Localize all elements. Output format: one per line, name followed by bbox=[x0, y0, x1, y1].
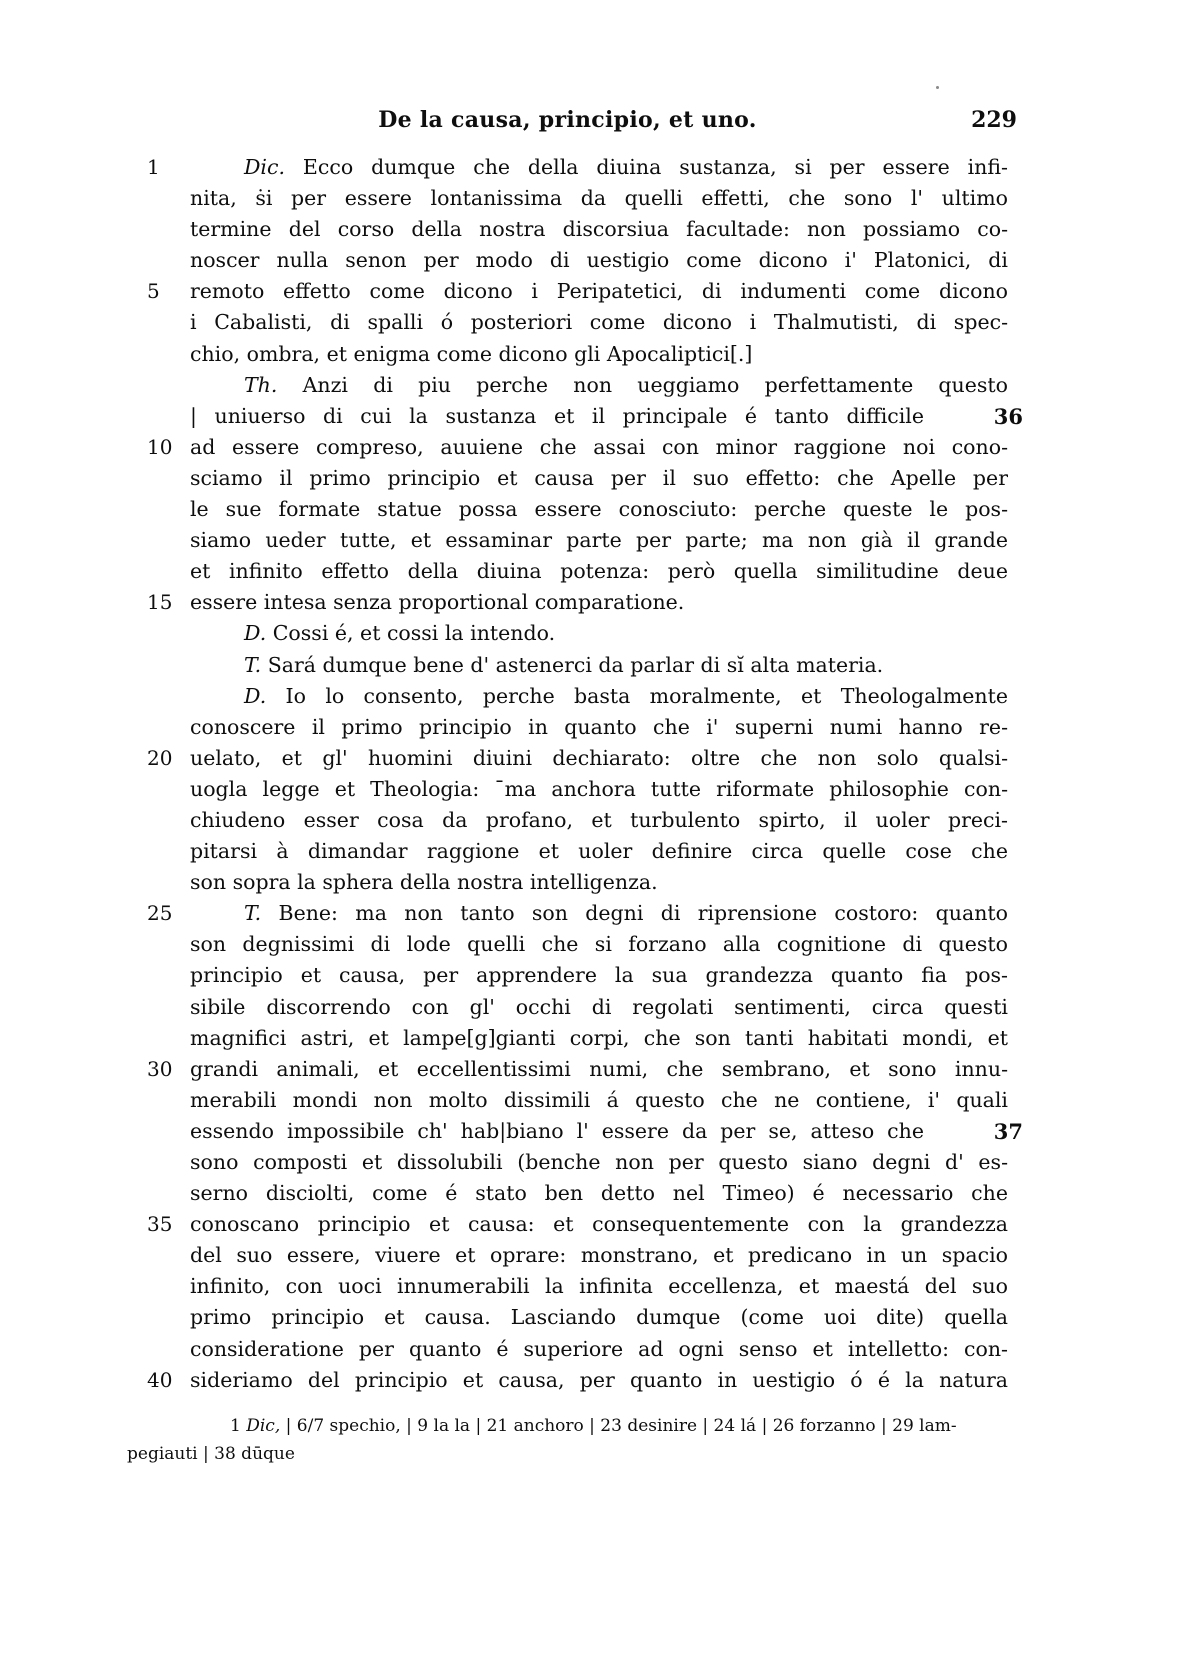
line-text bbox=[190, 1023, 1008, 1054]
page-number: 229 bbox=[971, 107, 1017, 133]
text-line bbox=[127, 339, 1008, 370]
text-line bbox=[127, 867, 1008, 898]
line-text-content: conoscere il primo principio in quanto che i' superni numi hanno re- bbox=[190, 714, 1008, 739]
line-text-content: infinito, con uoci innumerabili la infinita eccellenza, et maestá del suo bbox=[190, 1274, 1008, 1299]
footnote-line-1 bbox=[127, 1412, 1023, 1440]
speaker-label: Dic. bbox=[244, 155, 285, 179]
line-text bbox=[190, 1116, 924, 1147]
text-line bbox=[127, 463, 1008, 494]
text-line bbox=[127, 1147, 1008, 1178]
line-text-content: remoto effetto come dicono i Peripatetici, di indumenti come dicono bbox=[190, 279, 1008, 304]
line-text-content: sono composti et dissolubili (benche non per questo siano degni d' es- bbox=[190, 1150, 1008, 1174]
footnote-apparatus bbox=[127, 1412, 1023, 1468]
speaker-label: T. bbox=[244, 901, 262, 926]
text-line bbox=[127, 1365, 1008, 1396]
line-text-content: sideriamo del principio et causa, per quanto in uestigio ó é la natura bbox=[190, 1367, 1008, 1392]
line-text-content: et infinito effetto della diuina potenza: però quella similitudine deue bbox=[190, 559, 1008, 584]
text-line bbox=[127, 1209, 1008, 1240]
margin-section-number: 36 bbox=[993, 403, 1023, 429]
text-line bbox=[127, 494, 1008, 525]
text-line bbox=[127, 1054, 1008, 1085]
text-line bbox=[127, 618, 1008, 649]
text-line bbox=[127, 681, 1008, 712]
line-text bbox=[190, 214, 1008, 245]
footnote-number: 1 bbox=[230, 1416, 241, 1436]
line-number-label: 1 bbox=[147, 155, 160, 179]
line-text bbox=[190, 650, 1008, 681]
line-text-content: principio et causa, per apprendere la sua grandezza quanto fia pos- bbox=[190, 963, 1008, 988]
line-text bbox=[190, 1085, 1008, 1116]
line-text bbox=[190, 836, 1008, 867]
line-text-content: son sopra la sphera della nostra intelligenza. bbox=[190, 870, 658, 895]
line-text bbox=[190, 774, 1008, 805]
line-text-content: Bene: ma non tanto son degni di riprensione costoro: quanto bbox=[261, 901, 1008, 926]
text-line bbox=[127, 183, 1008, 214]
line-text bbox=[190, 1054, 1008, 1085]
line-text-content: termine del corso della nostra discorsiua facultade: non possiamo co- bbox=[190, 217, 1008, 242]
line-text-content: i Cabalisti, di spalli ó posteriori come dicono i Thalmutisti, di spec- bbox=[190, 310, 1008, 335]
line-text-content: nita, ṡi per essere lontanissima da quelli effetti, che sono l' ultimo bbox=[190, 186, 1008, 211]
text-line bbox=[127, 805, 1008, 836]
text-line bbox=[127, 992, 1008, 1023]
text-line bbox=[127, 1178, 1008, 1209]
line-text-content: pitarsi à dimandar raggione et uoler definire circa quelle cose che bbox=[190, 839, 1008, 864]
line-text bbox=[190, 152, 1008, 183]
line-text bbox=[190, 867, 1008, 898]
text-line bbox=[127, 1023, 1008, 1054]
line-text-content: del suo essere, viuere et oprare: monstrano, et predicano in un spacio bbox=[190, 1243, 1008, 1268]
text-line bbox=[127, 650, 1008, 681]
text-line bbox=[127, 1271, 1008, 1302]
text-line bbox=[127, 525, 1008, 556]
line-text-content: grandi animali, et eccellentissimi numi, che sembrano, et sono innu- bbox=[190, 1056, 1008, 1081]
margin-section-number: 37 bbox=[993, 1118, 1023, 1144]
text-line bbox=[127, 712, 1008, 743]
line-number-label: 15 bbox=[147, 590, 173, 615]
line-text bbox=[190, 276, 1008, 307]
text-body bbox=[127, 152, 1023, 1396]
line-text-content: primo principio et causa. Lasciando dumque (come uoi dite) quella bbox=[190, 1305, 1008, 1330]
speaker-label: Th. bbox=[244, 372, 278, 397]
line-text bbox=[190, 929, 1008, 960]
line-number-label: 40 bbox=[147, 1367, 173, 1392]
text-line bbox=[127, 898, 1008, 929]
line-text bbox=[190, 1178, 1008, 1209]
line-number-label: 35 bbox=[147, 1212, 173, 1237]
line-text-content: chio, ombra, et enigma come dicono gli Apocaliptici[.] bbox=[190, 341, 753, 366]
text-line bbox=[127, 1302, 1008, 1333]
line-text bbox=[190, 743, 1008, 774]
footnote-text: | 6/7 spechio, | 9 la la | 21 anchoro | 23 desinire | 24 lá | 26 forzanno | 29 lam- bbox=[285, 1416, 957, 1436]
text-line bbox=[127, 245, 1008, 276]
line-text-content: son degnissimi di lode quelli che si forzano alla cognitione di questo bbox=[190, 932, 1008, 957]
text-line bbox=[127, 401, 1023, 432]
text-line bbox=[127, 276, 1008, 307]
line-number-label: 5 bbox=[147, 279, 160, 304]
text-line bbox=[127, 1240, 1008, 1271]
line-text-content: chiudeno esser cosa da profano, et turbulento spirto, il uoler preci- bbox=[190, 807, 1008, 832]
line-text-content: uelato, et gl' huomini diuini dechiarato: oltre che non solo qualsi- bbox=[190, 745, 1008, 770]
text-line bbox=[127, 307, 1008, 338]
line-text bbox=[190, 587, 1008, 618]
line-text-content: | uniuerso di cui la sustanza et il principale é tanto difficile bbox=[190, 403, 924, 428]
line-number-label: 25 bbox=[147, 901, 173, 926]
line-text bbox=[190, 805, 1008, 836]
line-number-label: 10 bbox=[147, 434, 173, 459]
text-line bbox=[127, 774, 1008, 805]
line-text bbox=[190, 1365, 1008, 1396]
line-text-content: essendo impossibile ch' hab|biano l' essere da per se, atteso che bbox=[190, 1118, 924, 1143]
line-text-content: conoscano principio et causa: et consequentemente con la grandezza bbox=[190, 1212, 1008, 1237]
line-text-content: Sará dumque bene d' astenerci da parlar di sĭ alta materia. bbox=[261, 652, 884, 677]
speaker-label: D. bbox=[244, 621, 267, 646]
line-text bbox=[190, 432, 1008, 463]
line-text-content: noscer nulla senon per modo di uestigio come dicono i' Platonici, di bbox=[190, 248, 1008, 273]
line-text-content: serno disciolti, come é stato ben detto nel Timeo) é necessario che bbox=[190, 1181, 1008, 1206]
line-text-content: consideratione per quanto é superiore ad ogni senso et intelletto: con- bbox=[190, 1336, 1008, 1361]
text-line bbox=[127, 370, 1008, 401]
line-text bbox=[190, 401, 924, 432]
line-text-content: Cossi é, et cossi la intendo. bbox=[266, 621, 556, 646]
text-line bbox=[127, 1085, 1008, 1116]
line-text bbox=[190, 1334, 1008, 1365]
line-text bbox=[190, 1209, 1008, 1240]
speaker-label: D. bbox=[244, 683, 267, 708]
line-text bbox=[190, 370, 1008, 401]
line-text bbox=[190, 1302, 1008, 1333]
line-text-content: sciamo il primo principio et causa per il suo effetto: che Apelle per bbox=[190, 465, 1008, 490]
line-text-content: uogla legge et Theologia: ¯ma anchora tutte riformate philosophie con- bbox=[190, 776, 1008, 801]
text-line bbox=[127, 929, 1008, 960]
line-text bbox=[190, 245, 1008, 276]
running-title: De la causa, principio, et uno. bbox=[378, 107, 757, 133]
speaker-label: T. bbox=[244, 652, 262, 677]
text-line bbox=[127, 556, 1008, 587]
line-text-content: Ecco dumque che della diuina sustanza, si per essere infi- bbox=[285, 155, 1008, 179]
line-text bbox=[190, 494, 1008, 525]
line-text bbox=[190, 1240, 1008, 1271]
line-number-label: 20 bbox=[147, 745, 173, 770]
line-text bbox=[190, 712, 1008, 743]
line-text-content: ad essere compreso, auuiene che assai con minor raggione noi cono- bbox=[190, 434, 1008, 459]
text-line bbox=[127, 1116, 1023, 1147]
line-text-content: sibile discorrendo con gl' occhi di regolati sentimenti, circa questi bbox=[190, 994, 1008, 1019]
line-text bbox=[190, 525, 1008, 556]
footnote-line-2: pegiauti | 38 dūque bbox=[127, 1444, 295, 1464]
line-number-label: 30 bbox=[147, 1056, 173, 1081]
text-line bbox=[127, 743, 1008, 774]
line-text bbox=[190, 183, 1008, 214]
line-text bbox=[190, 307, 1008, 338]
ink-speck bbox=[936, 86, 939, 89]
line-text bbox=[190, 618, 1008, 649]
text-line bbox=[127, 1334, 1008, 1365]
line-text bbox=[190, 960, 1008, 991]
line-text-content: Io lo consento, perche basta moralmente, et Theologalmente bbox=[266, 683, 1008, 708]
footnote-lemma: Dic, bbox=[246, 1416, 281, 1436]
line-text bbox=[190, 339, 1008, 370]
text-line bbox=[127, 214, 1008, 245]
line-text bbox=[190, 463, 1008, 494]
text-line bbox=[127, 960, 1008, 991]
text-line bbox=[127, 432, 1008, 463]
line-text-content: magnifici astri, et lampe[g]gianti corpi, che son tanti habitati mondi, et bbox=[190, 1025, 1008, 1050]
line-text-content: le sue formate statue possa essere conosciuto: perche queste le pos- bbox=[190, 497, 1008, 522]
line-text bbox=[190, 1271, 1008, 1302]
text-line bbox=[127, 836, 1008, 867]
line-text bbox=[190, 992, 1008, 1023]
line-text-content: merabili mondi non molto dissimili á questo che ne contiene, i' quali bbox=[190, 1087, 1008, 1112]
text-line bbox=[127, 587, 1008, 618]
line-text-content: essere intesa senza proportional comparatione. bbox=[190, 590, 685, 615]
line-text bbox=[190, 681, 1008, 712]
line-text bbox=[190, 1147, 1008, 1178]
line-text-content: Anzi di piu perche non ueggiamo perfettamente questo bbox=[277, 372, 1008, 397]
text-line bbox=[127, 152, 1008, 183]
line-text bbox=[190, 898, 1008, 929]
line-text-content: siamo ueder tutte, et essaminar parte per parte; ma non già il grande bbox=[190, 528, 1008, 553]
line-text bbox=[190, 556, 1008, 587]
